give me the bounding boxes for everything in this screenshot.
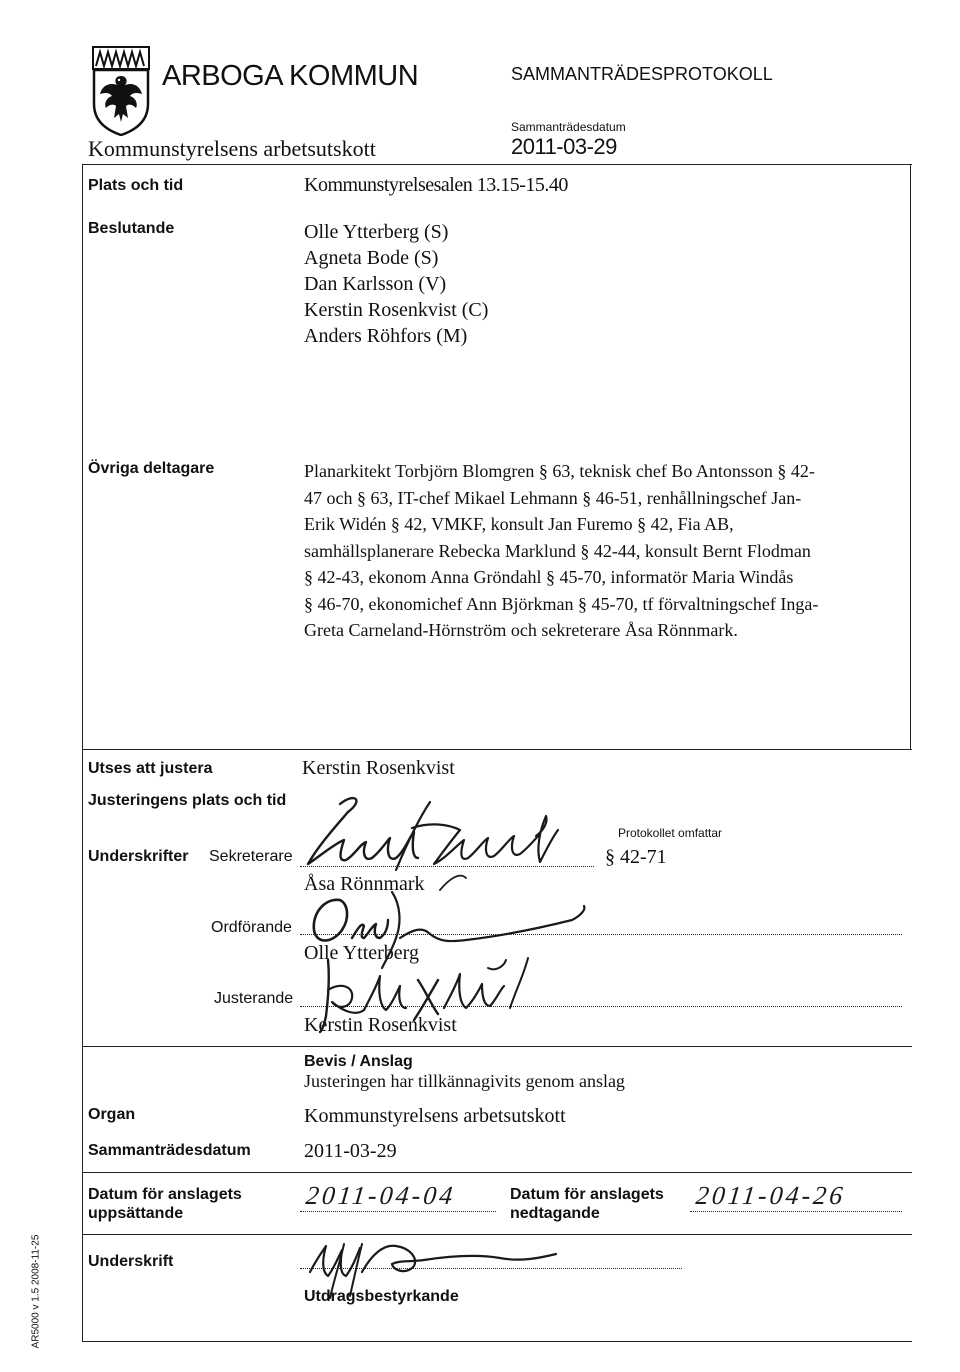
secretary-name: Åsa Rönnmark xyxy=(304,873,425,895)
participants-line: Erik Widén § 42, VMKF, konsult Jan Furemo § 42, Fia AB, xyxy=(304,514,734,534)
meeting-date: 2011-03-29 xyxy=(511,134,617,159)
decider-item: Agneta Bode (S) xyxy=(304,247,439,269)
adjuster-label: Utses att justera xyxy=(88,760,213,777)
removed-date-label-line: nedtagande xyxy=(510,1205,600,1222)
participants-line: samhällsplanerare Rebecka Marklund § 42-44, konsult Bernt Flodman xyxy=(304,540,811,561)
removed-date-label-line: Datum för anslagets xyxy=(510,1186,664,1203)
adjuster-value: Kerstin Rosenkvist xyxy=(302,757,455,779)
municipality-name: ARBOGA KOMMUN xyxy=(162,60,419,92)
committee-name: Kommunstyrelsens arbetsutskott xyxy=(88,136,376,161)
participants-line: Planarkitekt Torbjörn Blomgren § 63, teknisk chef Bo Antonsson § 42- xyxy=(304,461,815,481)
posted-date-line xyxy=(300,1211,496,1212)
place-time-value: Kommunstyrelsesalen 13.15-15.40 xyxy=(304,174,568,196)
section-divider xyxy=(82,749,912,750)
bottom-divider xyxy=(82,1341,912,1342)
notice-text: Justeringen har tillkännagivits genom anslag xyxy=(304,1071,625,1091)
posted-date-label xyxy=(88,1185,242,1223)
adjusting-label: Justerande xyxy=(214,990,294,1007)
other-participants-label: Övriga deltagare xyxy=(88,460,215,477)
dates-divider xyxy=(82,1172,912,1173)
removed-date-label xyxy=(510,1185,664,1223)
signature-label: Underskrift xyxy=(88,1253,174,1270)
chair-name: Olle Ytterberg xyxy=(304,942,419,964)
form-code: AR5000 v 1.5 2008-11-25 xyxy=(30,1234,42,1349)
chair-label: Ordförande xyxy=(211,919,292,936)
adjusting-signature xyxy=(300,950,530,1042)
participants-line: § 42-43, ekonom Anna Gröndahl § 45-70, informatör Maria Windås xyxy=(304,567,794,587)
deciders-list xyxy=(304,219,488,349)
adjustment-place-time-label: Justeringens plats och tid xyxy=(88,792,287,809)
meeting-date-value-notice: 2011-03-29 xyxy=(304,1140,397,1162)
frame-right-border xyxy=(910,164,911,750)
meeting-date-label-notice: Sammanträdesdatum xyxy=(88,1142,251,1159)
deciders-label: Beslutande xyxy=(88,220,175,237)
frame-left-border xyxy=(82,164,83,1342)
decider-item: Anders Röhfors (M) xyxy=(304,325,468,347)
municipal-logo xyxy=(92,46,150,136)
place-time-label: Plats och tid xyxy=(88,177,184,194)
posted-date-value: 2011-04-04 xyxy=(304,1181,457,1210)
document-type: SAMMANTRÄDESPROTOKOLL xyxy=(511,64,773,84)
secretary-label: Sekreterare xyxy=(209,848,293,865)
organ-label: Organ xyxy=(88,1106,136,1123)
coat-of-arms-eagle-icon xyxy=(92,46,150,136)
header-divider xyxy=(82,164,912,165)
posted-date-label-line: uppsättande xyxy=(88,1205,184,1222)
participants-line: 47 och § 63, IT-chef Mikael Lehmann § 46-51, renhållningschef Jan- xyxy=(304,487,802,508)
organ-value: Kommunstyrelsens arbetsutskott xyxy=(304,1105,566,1127)
signatures-label: Underskrifter xyxy=(88,848,189,865)
decider-item: Dan Karlsson (V) xyxy=(304,273,447,295)
certified-label: Utdragsbestyrkande xyxy=(304,1288,459,1305)
protocol-covers-label: Protokollet omfattar xyxy=(618,826,723,840)
removed-date-line xyxy=(690,1211,902,1212)
signatures-divider xyxy=(82,1046,912,1047)
decider-item: Olle Ytterberg (S) xyxy=(304,221,449,243)
notice-title: Bevis / Anslag xyxy=(304,1053,413,1070)
meeting-date-label: Sammanträdesdatum xyxy=(511,120,626,134)
removed-date-value: 2011-04-26 xyxy=(694,1181,847,1210)
protocol-covers-value: § 42-71 xyxy=(605,846,667,868)
decider-item: Kerstin Rosenkvist (C) xyxy=(304,299,489,321)
participants-line: § 46-70, ekonomichef Ann Björkman § 45-70, tf förvaltningschef Inga- xyxy=(304,593,819,614)
posted-date-label-line: Datum för anslagets xyxy=(88,1186,242,1203)
participants-line: Greta Carneland-Hörnström och sekreterare Åsa Rönnmark. xyxy=(304,620,738,640)
other-participants-text xyxy=(304,458,818,644)
adjusting-name: Kerstin Rosenkvist xyxy=(304,1014,457,1036)
